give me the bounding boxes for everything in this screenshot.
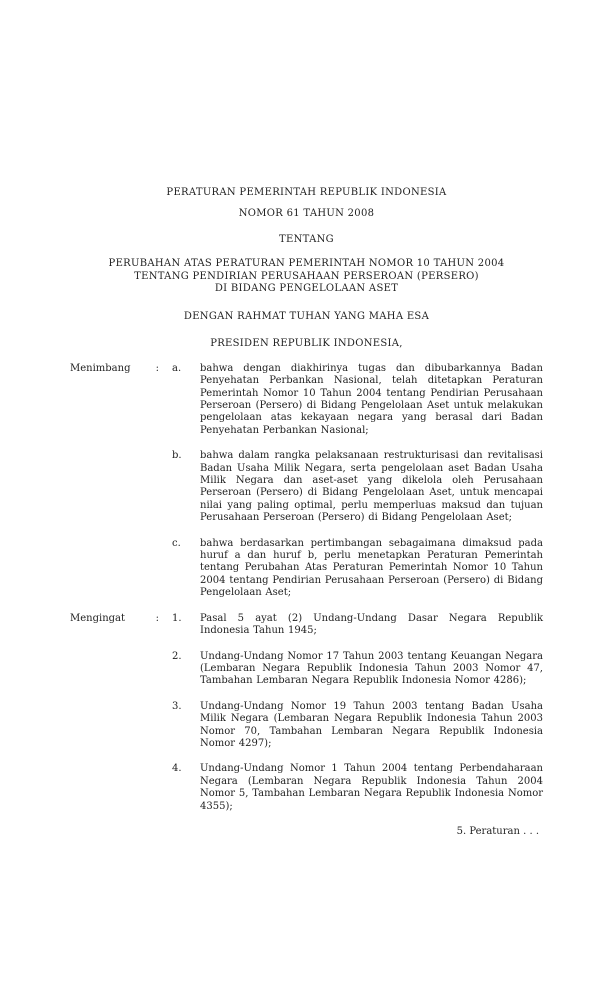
item-text: Undang-Undang Nomor 1 Tahun 2004 tentang Perbendaharaan Negara (Lembaran Negara Republik Indonesia Tahun 2004 Nomor 5, Tambahan Lembaran Negara Republik Indonesia Nomor 4355); bbox=[200, 763, 543, 812]
document-body bbox=[70, 186, 543, 838]
consideration-item-a bbox=[172, 363, 543, 437]
item-marker: b. bbox=[172, 450, 182, 462]
item-text: bahwa dalam rangka pelaksanaan restrukturisasi dan revitalisasi Badan Usaha Milik Negara, serta pengelolaan aset Badan Usaha Milik Negara dan aset-aset yang dikelola oleh Perusahaan Perseroan (Persero) di Bidang Pengelolaan Aset, untuk mencapai nilai yang paling optimal, perlu memperluas maksud dan tujuan Perusahaan Perseroan (Persero) di Bidang Pengelolaan Aset; bbox=[200, 450, 543, 524]
subject-line-1: PERUBAHAN ATAS PERATURAN PEMERINTAH NOMOR 10 TAHUN 2004 bbox=[108, 258, 505, 269]
subject-line-3: DI BIDANG PENGELOLAAN ASET bbox=[214, 283, 399, 295]
authority-line: PRESIDEN REPUBLIK INDONESIA, bbox=[210, 337, 403, 349]
item-text: Undang-Undang Nomor 19 Tahun 2003 tentang Badan Usaha Milik Negara (Lembaran Negara Republik Indonesia Tahun 2003 Nomor 70, Tambahan Lembaran Negara Republik Indonesia Nomor 4297); bbox=[200, 700, 543, 749]
item-marker: 3. bbox=[172, 700, 182, 712]
item-marker: c. bbox=[172, 537, 181, 549]
item-text: bahwa berdasarkan pertimbangan sebagaimana dimaksud pada huruf a dan huruf b, perlu menetapkan Peraturan Pemerintah tentang Perubahan Atas Peraturan Pemerintah Nomor 10 Tahun 2004 tentang Pendirian Perusahaan Perseroan (Persero) di Bidang Pengelolaan Aset; bbox=[200, 537, 543, 599]
section-label-menimbang bbox=[70, 363, 172, 600]
menimbang-items bbox=[172, 363, 543, 600]
doc-type-title: PERATURAN PEMERINTAH REPUBLIK INDONESIA bbox=[166, 187, 447, 198]
item-marker: a. bbox=[172, 362, 182, 374]
item-marker: 4. bbox=[172, 763, 182, 775]
legal-basis-item-3 bbox=[172, 701, 543, 751]
consideration-item-c bbox=[172, 538, 543, 600]
subject-line-2: TENTANG PENDIRIAN PERUSAHAAN PERSEROAN (PERSERO) bbox=[134, 270, 479, 282]
section-mengingat bbox=[70, 613, 543, 813]
section-label-colon: : bbox=[155, 362, 159, 374]
doc-number: NOMOR 61 TAHUN 2008 bbox=[238, 208, 375, 219]
section-menimbang bbox=[70, 363, 543, 600]
consideration-item-b bbox=[172, 450, 543, 524]
legal-basis-item-2 bbox=[172, 651, 543, 688]
item-text: bahwa dengan diakhirinya tugas dan dibubarkannya Badan Penyehatan Perbankan Nasional, telah ditetapkan Peraturan Pemerintah Nomor 10 Tahun 2004 tentang Pendirian Perusahaan Perseroan (Persero) di Bidang Pengelolaan Aset untuk melakukan pengelolaan atas kekayaan negara yang berasal dari Badan Penyehatan Perbankan Nasional; bbox=[200, 362, 543, 436]
section-label-colon: : bbox=[155, 612, 159, 624]
item-text: Pasal 5 ayat (2) Undang-Undang Dasar Negara Republik Indonesia Tahun 1945; bbox=[200, 612, 543, 637]
invocation-line: DENGAN RAHMAT TUHAN YANG MAHA ESA bbox=[183, 310, 430, 322]
page-catchword: 5. Peraturan . . . bbox=[456, 825, 539, 837]
tentang-label: TENTANG bbox=[279, 234, 334, 245]
item-text: Undang-Undang Nomor 17 Tahun 2003 tentang Keuangan Negara (Lembaran Negara Republik Indonesia Tahun 2003 Nomor 47, Tambahan Lembaran Negara Republik Indonesia Nomor 4286); bbox=[200, 650, 543, 687]
item-marker: 1. bbox=[172, 612, 182, 624]
legal-basis-item-1 bbox=[172, 613, 543, 638]
legal-basis-item-4 bbox=[172, 763, 543, 813]
section-label-text: Mengingat bbox=[70, 612, 126, 624]
item-marker: 2. bbox=[172, 650, 182, 662]
section-label-mengingat bbox=[70, 613, 172, 813]
mengingat-items bbox=[172, 613, 543, 813]
doc-subject-title bbox=[70, 258, 543, 296]
section-label-text: Menimbang bbox=[70, 362, 131, 374]
